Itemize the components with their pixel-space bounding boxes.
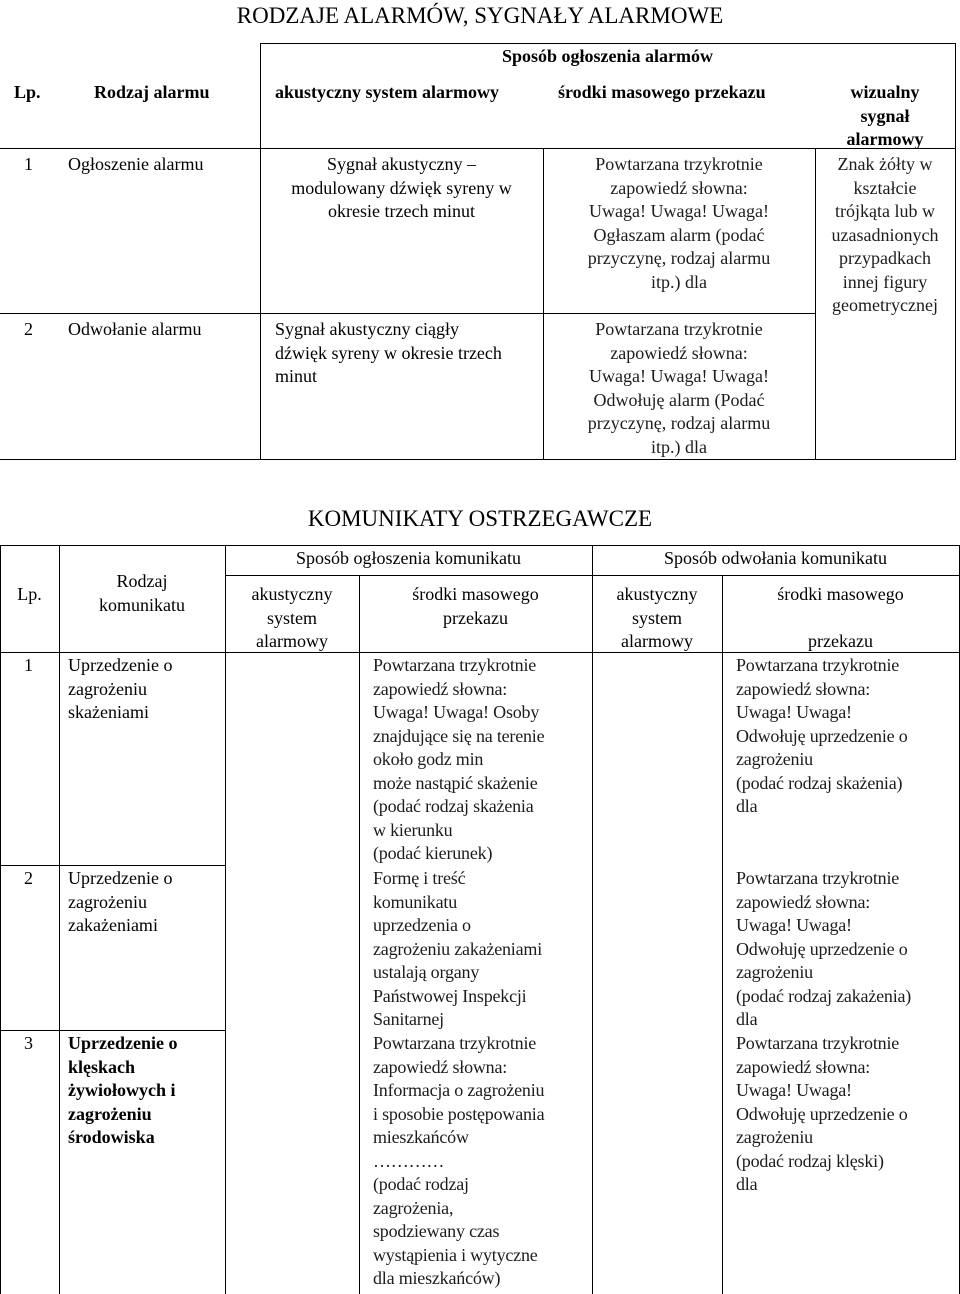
warnings-media-announce-header: środki masowego przekazu (412, 584, 539, 628)
warnings-title: KOMUNIKATY OSTRZEGAWCZE (307, 506, 653, 531)
warnings-acoustic-cancel-header: akustyczny system alarmowy (616, 584, 698, 651)
warnings-announce-group-header: Sposób ogłoszenia komunikatu (296, 548, 521, 568)
alarm-acoustic-header: akustyczny system alarmowy (275, 82, 499, 102)
alarm-row-1-media: Powtarzana trzykrotnie zapowiedź słowna: Uwaga! Uwaga! Uwaga! Ogłaszam alarm (podać przyczynę, rodzaj alarmu itp.) dla (587, 154, 771, 292)
alarm-media-header: środki masowego przekazu (558, 82, 766, 102)
warning-row-3-type: Uprzedzenie o klęskach żywiołowych i zagrożeniu środowiska (68, 1033, 178, 1147)
warnings-cancel-group-header: Sposób odwołania komunikatu (664, 548, 887, 568)
warnings-media-cancel-header: środki masowego przekazu (777, 584, 904, 651)
warning-row-3-num: 3 (24, 1033, 33, 1053)
alarm-group-header: Sposób ogłoszenia alarmów (501, 46, 714, 66)
alarm-row-2-num: 2 (24, 319, 33, 339)
warning-row-2-cancel: Powtarzana trzykrotnie zapowiedź słowna: Uwaga! Uwaga! Odwołuję uprzedzenie o zagrożeniu (podać rodzaj zakażenia) dla (736, 868, 912, 1029)
alarm-row-2-media: Powtarzana trzykrotnie zapowiedź słowna: Uwaga! Uwaga! Uwaga! Odwołuję alarm (Podać przyczynę, rodzaj alarmu itp.) dla (587, 319, 771, 457)
warnings-acoustic-announce-header: akustyczny system alarmowy (251, 584, 333, 651)
alarm-visual-header: wizualny sygnał alarmowy (846, 82, 924, 149)
alarm-row-2-type: Odwołanie alarmu (68, 319, 202, 339)
warning-row-1-type: Uprzedzenie o zagrożeniu skażeniami (68, 655, 173, 722)
alarm-row-1-type: Ogłoszenie alarmu (68, 154, 204, 174)
warning-row-3-announce: Powtarzana trzykrotnie zapowiedź słowna: Informacja o zagrożeniu i sposobie postępowania mieszkańców ………… (podać rodzaj zagrożenia, spodziewany czas wystąpienia i wytyczne dla mieszkańców) (373, 1033, 545, 1288)
warning-row-2-announce: Formę i treść komunikatu uprzedzenia o zagrożeniu zakażeniami ustalają organy Państwowej Inspekcji Sanitarnej (373, 868, 542, 1029)
warning-row-2-num: 2 (24, 868, 33, 888)
alarm-row-1-num: 1 (24, 154, 33, 174)
warnings-type-header: Rodzaj komunikatu (99, 571, 185, 615)
warning-row-3-cancel: Powtarzana trzykrotnie zapowiedź słowna: Uwaga! Uwaga! Odwołuję uprzedzenie o zagrożeniu (podać rodzaj klęski) dla (736, 1033, 908, 1194)
warning-row-2-type: Uprzedzenie o zagrożeniu zakażeniami (68, 868, 173, 935)
warning-row-1-announce: Powtarzana trzykrotnie zapowiedź słowna: Uwaga! Uwaga! Osoby znajdujące się na terenie około godz min może nastąpić skażenie (podać rodzaj skażenia w kierunku (podać kierunek) (373, 655, 545, 863)
alarm-visual-signal: Znak żółty w kształcie trójkąta lub w uzasadnionych przypadkach innej figury geometrycznej (831, 154, 939, 315)
warning-row-1-num: 1 (24, 655, 33, 675)
alarm-type-header: Rodzaj alarmu (94, 82, 210, 102)
alarm-row-2-acoustic: Sygnał akustyczny ciągły dźwięk syreny w okresie trzech minut (275, 319, 502, 386)
alarm-lp-header: Lp. (14, 82, 41, 102)
page-title: RODZAJE ALARMÓW, SYGNAŁY ALARMOWE (236, 3, 724, 28)
alarm-row-1-acoustic: Sygnał akustyczny – modulowany dźwięk syreny w okresie trzech minut (291, 154, 512, 221)
warning-row-1-cancel: Powtarzana trzykrotnie zapowiedź słowna: Uwaga! Uwaga! Odwołuję uprzedzenie o zagrożeniu (podać rodzaj skażenia) dla (736, 655, 908, 816)
warnings-lp-header: Lp. (17, 584, 42, 604)
